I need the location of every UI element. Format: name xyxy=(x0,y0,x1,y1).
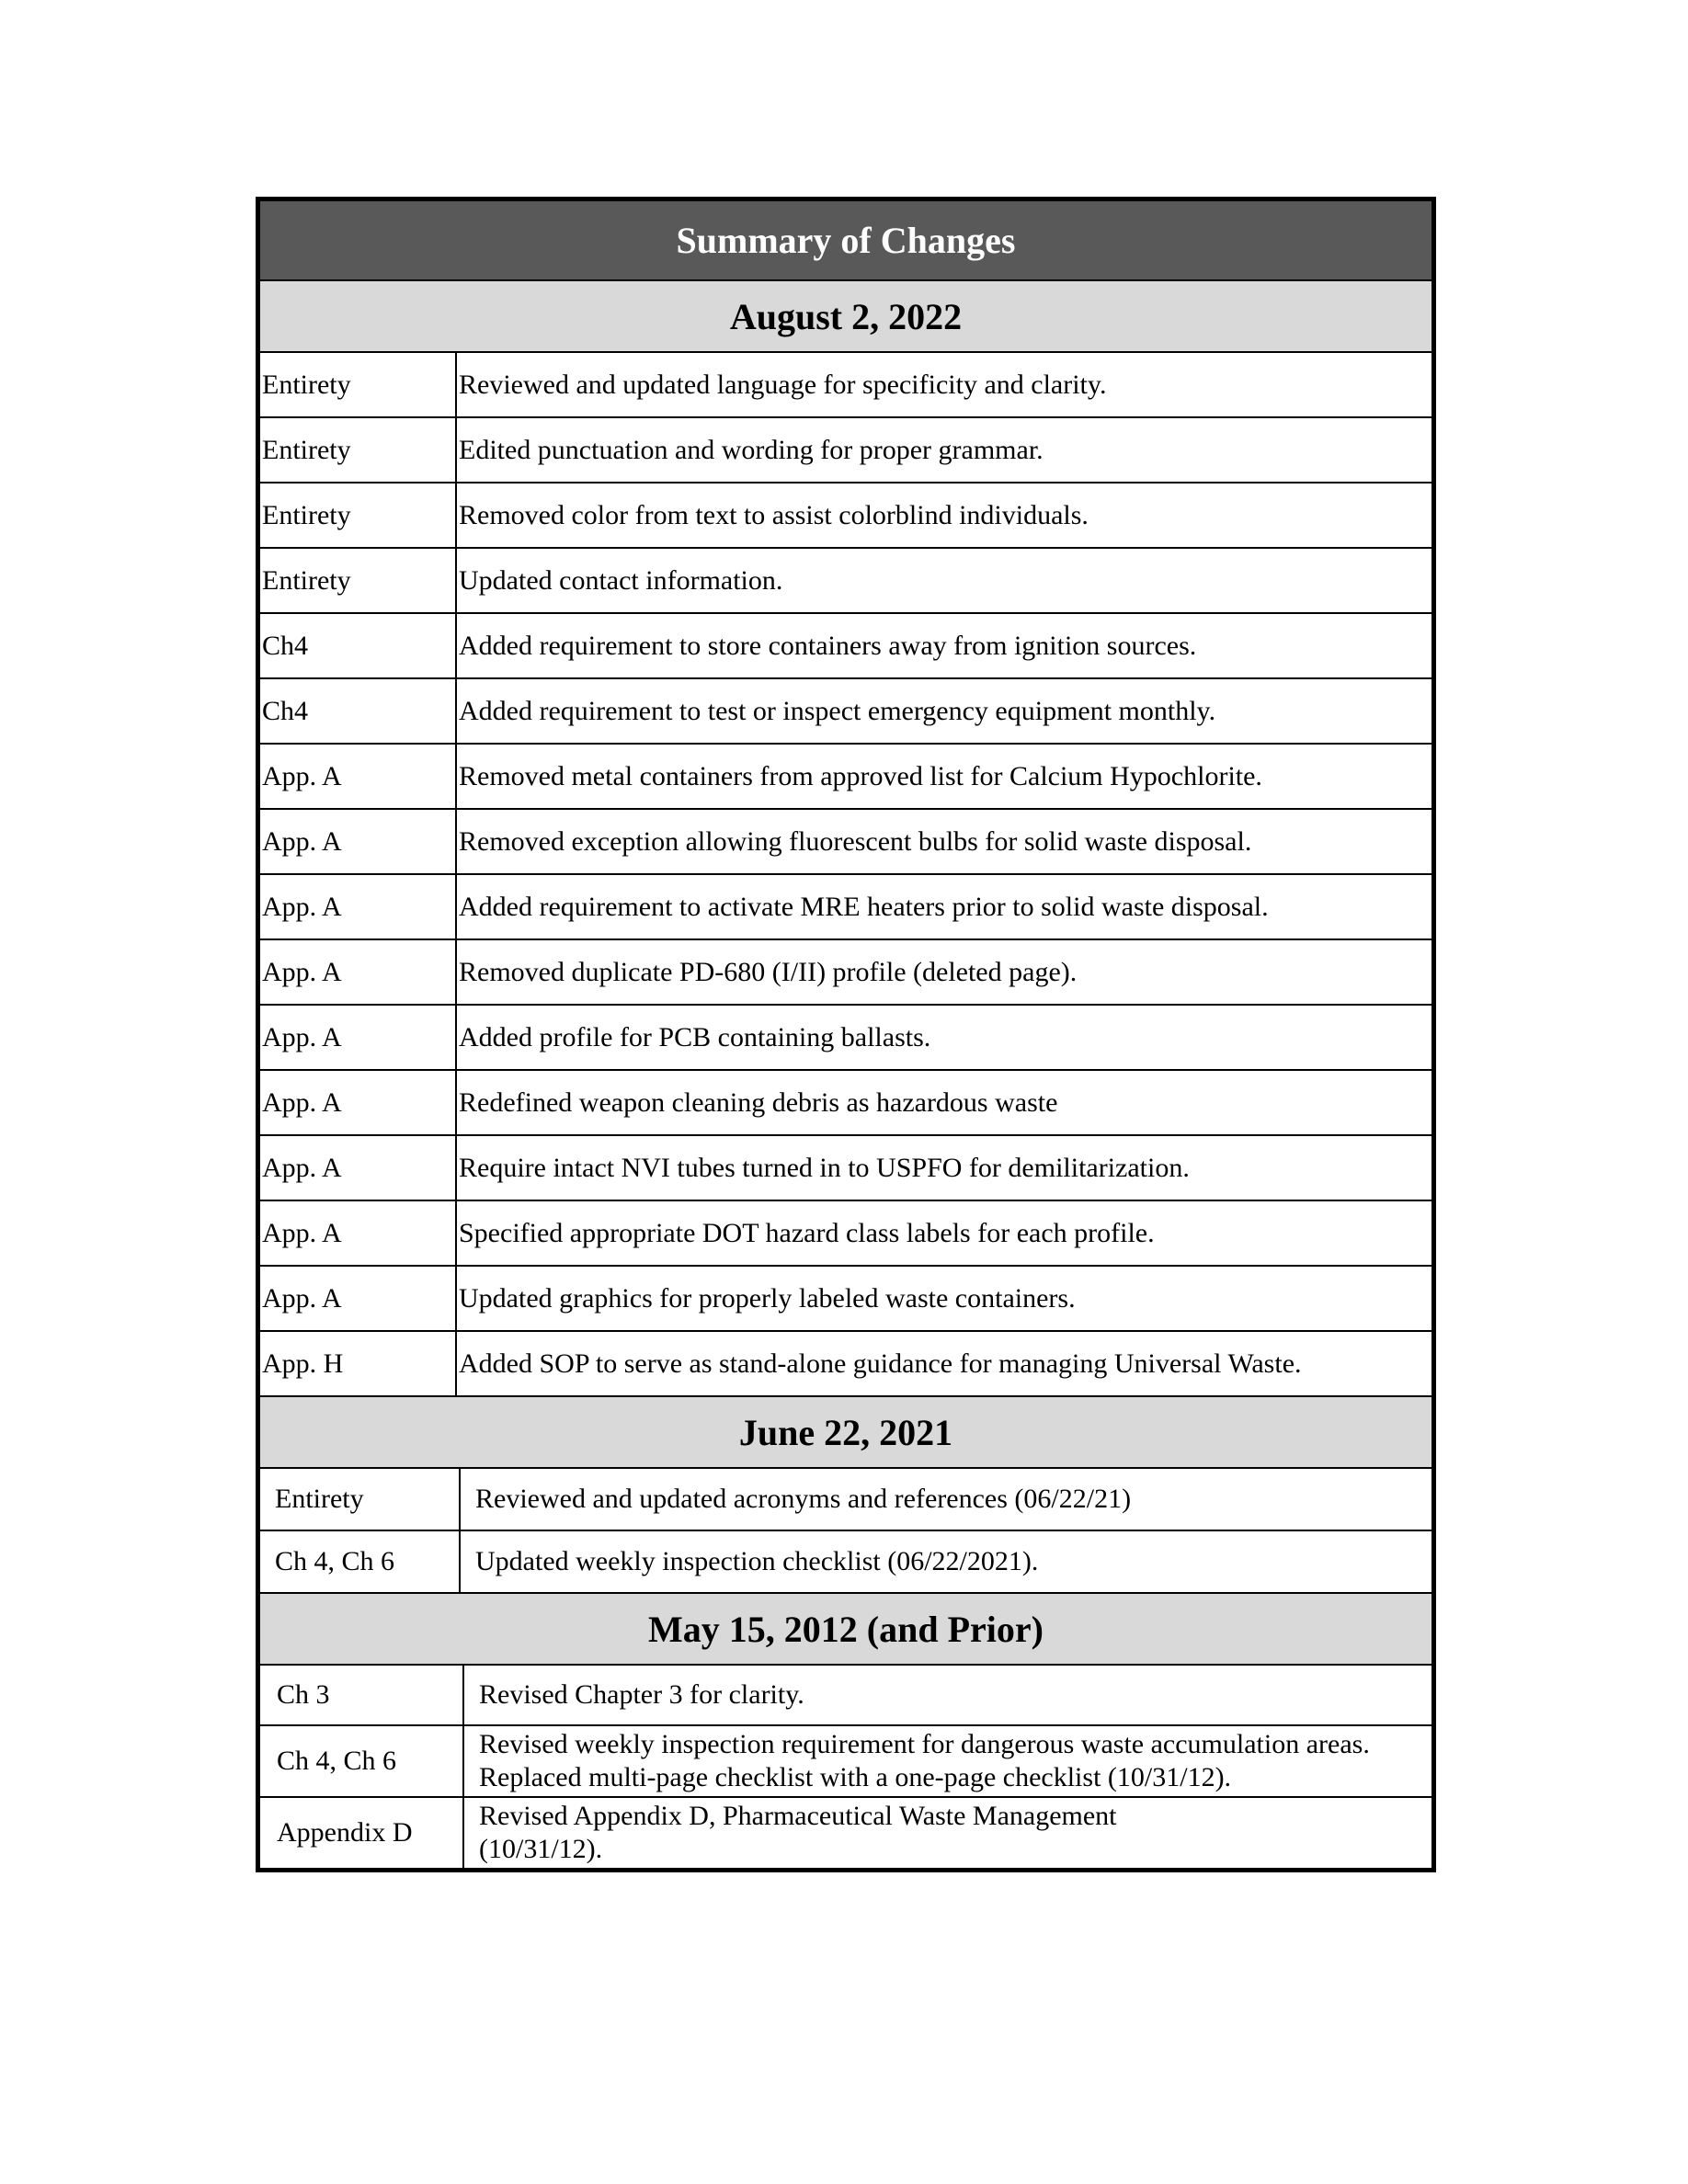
description-cell: Removed color from text to assist colorblind individuals. xyxy=(459,499,1089,530)
description-cell: Removed duplicate PD-680 (I/II) profile (deleted page). xyxy=(459,956,1078,987)
section-body-2022 xyxy=(260,353,1431,1397)
reference-cell: App. H xyxy=(260,1332,457,1395)
section-date-2022: August 2, 2022 xyxy=(260,281,1431,353)
reference-cell: Entirety xyxy=(260,549,457,612)
table-row xyxy=(260,1469,1431,1531)
table-row xyxy=(260,1332,1431,1397)
description-cell: Reviewed and updated language for specificity and clarity. xyxy=(459,369,1107,400)
table-row xyxy=(260,875,1431,940)
reference-cell: App. A xyxy=(260,875,457,938)
description-cell: Revised Chapter 3 for clarity. xyxy=(479,1679,804,1710)
table-row xyxy=(260,418,1431,483)
description-cell: Redefined weapon cleaning debris as hazardous waste xyxy=(459,1086,1058,1118)
reference-cell: App. A xyxy=(260,1006,457,1069)
reference-cell: App. A xyxy=(260,940,457,1004)
description-cell: Edited punctuation and wording for proper grammar. xyxy=(459,434,1044,465)
description-cell: Added requirement to store containers away from ignition sources. xyxy=(459,630,1197,661)
table-row xyxy=(260,810,1431,875)
description-cell: Specified appropriate DOT hazard class labels for each profile. xyxy=(459,1217,1155,1248)
reference-cell: Entirety xyxy=(260,353,457,416)
reference-cell: App. A xyxy=(260,1267,457,1330)
reference-cell: Ch 4, Ch 6 xyxy=(260,1726,464,1796)
table-title: Summary of Changes xyxy=(260,201,1431,281)
table-row xyxy=(260,1201,1431,1267)
table-row xyxy=(260,1267,1431,1332)
table-row xyxy=(260,940,1431,1006)
reference-cell: App. A xyxy=(260,1136,457,1200)
table-row xyxy=(260,745,1431,810)
table-row xyxy=(260,483,1431,549)
reference-cell: Ch 4, Ch 6 xyxy=(260,1531,461,1592)
table-row xyxy=(260,1798,1431,1868)
reference-cell: App. A xyxy=(260,810,457,873)
description-cell: Reviewed and updated acronyms and references (06/22/21) xyxy=(475,1484,1132,1514)
section-date-2021: June 22, 2021 xyxy=(260,1397,1431,1469)
description-cell: Added requirement to activate MRE heaters prior to solid waste disposal. xyxy=(459,891,1269,922)
reference-cell: Ch 3 xyxy=(260,1666,464,1724)
reference-cell: App. A xyxy=(260,1201,457,1265)
reference-cell: Ch4 xyxy=(260,679,457,743)
table-row xyxy=(260,353,1431,418)
reference-cell: App. A xyxy=(260,1071,457,1134)
description-cell: Updated contact information. xyxy=(459,564,783,596)
section-body-2012 xyxy=(260,1666,1431,1868)
table-row xyxy=(260,549,1431,614)
section-body-2021 xyxy=(260,1469,1431,1594)
description-cell: Revised Appendix D, Pharmaceutical Waste Management (10/31/12). xyxy=(479,1801,1117,1864)
reference-cell: Entirety xyxy=(260,418,457,482)
table-row xyxy=(260,1666,1431,1726)
description-cell: Updated weekly inspection checklist (06/22/2021). xyxy=(475,1546,1039,1576)
reference-cell: Entirety xyxy=(260,483,457,547)
table-row xyxy=(260,1531,1431,1594)
section-date-2012: May 15, 2012 (and Prior) xyxy=(260,1594,1431,1666)
summary-of-changes-table xyxy=(256,197,1436,1872)
reference-cell: App. A xyxy=(260,745,457,808)
description-cell: Require intact NVI tubes turned in to USPFO for demilitarization. xyxy=(459,1152,1190,1183)
description-cell: Removed metal containers from approved list for Calcium Hypochlorite. xyxy=(459,760,1262,791)
description-cell: Removed exception allowing fluorescent bulbs for solid waste disposal. xyxy=(459,825,1252,857)
description-cell: Added requirement to test or inspect emergency equipment monthly. xyxy=(459,695,1216,726)
description-cell: Added profile for PCB containing ballasts. xyxy=(459,1021,931,1052)
reference-cell: Ch4 xyxy=(260,614,457,677)
table-row xyxy=(260,1136,1431,1201)
table-row xyxy=(260,1006,1431,1071)
description-cell: Revised weekly inspection requirement for dangerous waste accumulation areas. Replaced multi-page checklist with a one-page checklist (10/31/12). xyxy=(479,1729,1370,1792)
reference-cell: Appendix D xyxy=(260,1798,464,1868)
description-cell: Added SOP to serve as stand-alone guidance for managing Universal Waste. xyxy=(459,1348,1302,1379)
table-row xyxy=(260,679,1431,745)
description-cell: Updated graphics for properly labeled waste containers. xyxy=(459,1282,1076,1314)
table-row xyxy=(260,614,1431,679)
table-row xyxy=(260,1726,1431,1798)
table-row xyxy=(260,1071,1431,1136)
reference-cell: Entirety xyxy=(260,1469,461,1530)
